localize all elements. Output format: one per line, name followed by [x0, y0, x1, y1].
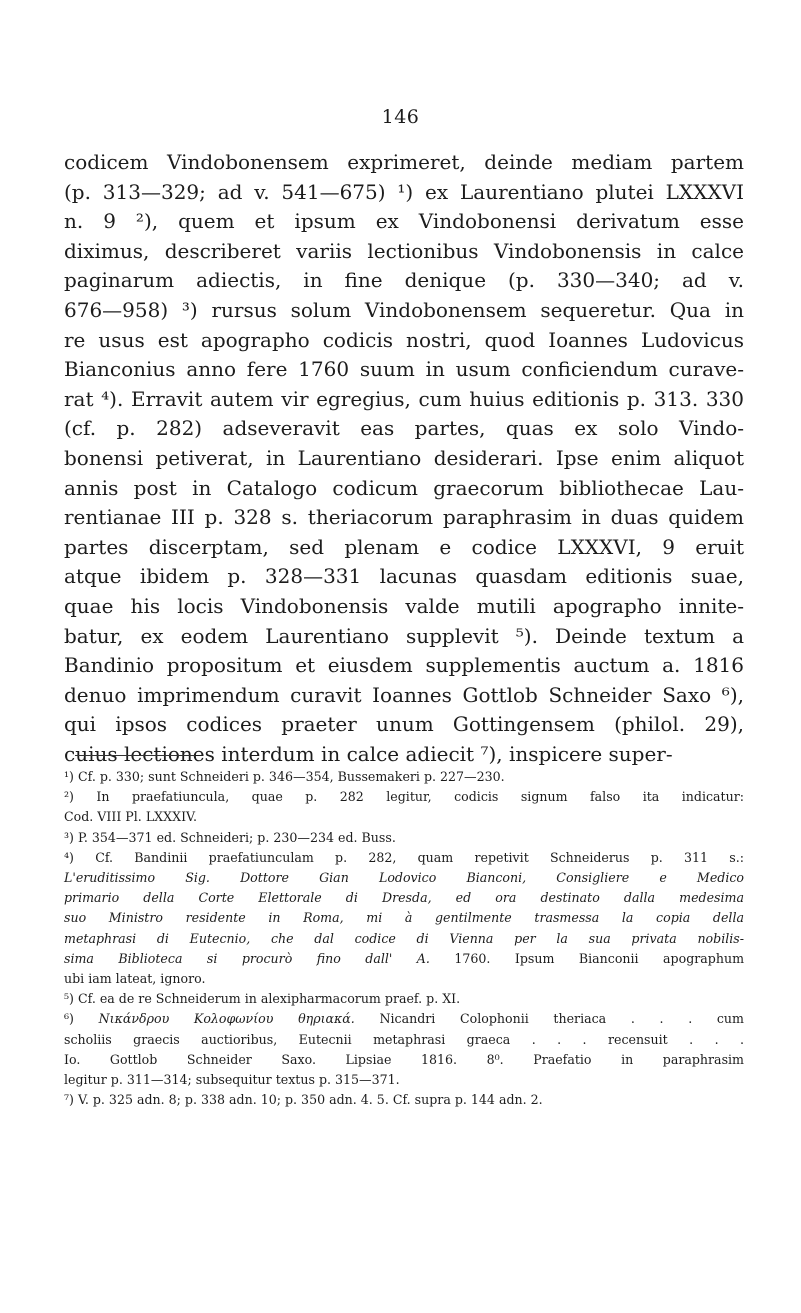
footnote-6-greek-title: Νικάνδρου Κολοφωνίου θηριακά. [98, 1011, 355, 1027]
body-line: n. 9 ²), quem et ipsum ex Vindobonensi derivatum esse [64, 209, 744, 234]
footnote-4-quote-2: primario della Corte Elettorale di Dresda, ed ora destinato dalla medesima [64, 890, 744, 906]
footnote-4-quote-4: metaphrasi di Eutecnio, che dal codice di Vienna per la sua privata nobilis- [64, 930, 744, 946]
footnote-2: ²) In praefatiuncula, quae p. 282 legitur, codicis signum falso ita indicatur: [64, 789, 744, 805]
body-line: batur, ex eodem Laurentiano supplevit ⁵). Deinde textum a [64, 623, 744, 648]
body-line: paginarum adiectis, in fine denique (p. 330—340; ad v. [64, 268, 744, 293]
body-line: (p. 313—329; ad v. 541—675) ¹) ex Laurentiano plutei LXXXVI [64, 179, 744, 204]
body-line: partes discerptam, sed plenam e codice LXXXVI, 9 eruit [64, 534, 744, 559]
footnote-rule [75, 755, 195, 756]
footnote-6-cont-3: legitur p. 311—314; subsequitur textus p. 315—371. [64, 1072, 400, 1088]
body-line: qui ipsos codices praeter unum Gottingensem (philol. 29), [64, 712, 744, 737]
footnote-4: ⁴) Cf. Bandinii praefatiunculam p. 282, quam repetivit Schneiderus p. 311 s.: [64, 849, 744, 865]
body-line: atque ibidem p. 328—331 lacunas quasdam editionis suae, [64, 564, 744, 589]
footnote-1: ¹) Cf. p. 330; sunt Schneideri p. 346—354, Bussemakeri p. 227—230. [64, 769, 505, 784]
footnote-2-cont: Cod. VIII Pl. LXXXIV. [64, 809, 197, 825]
body-text [64, 148, 744, 769]
footnote-4-quote-5 [64, 949, 744, 969]
footnote-4-quote-5-roman: 1760. Ipsum Bianconii apographum [429, 950, 745, 966]
footnote-3: ³) P. 354—371 ed. Schneideri; p. 230—234 ed. Buss. [64, 829, 396, 845]
footnotes [64, 767, 744, 1110]
footnote-4-end: ubi iam lateat, ignoro. [64, 971, 206, 987]
body-line: Bandinio propositum et eiusdem supplementis auctum a. 1816 [64, 653, 744, 678]
body-line: quae his locis Vindobonensis valde mutili apographo innite- [64, 593, 744, 618]
footnote-6-cont-1: scholiis graecis auctioribus, Eutecnii metaphrasi graeca . . . recensuit . . . [64, 1031, 744, 1047]
footnote-6 [64, 1009, 744, 1029]
footnote-4-quote-3: suo Ministro residente in Roma, mi à gentilmente trasmessa la copia della [64, 910, 744, 926]
body-line: rat ⁴). Erravit autem vir egregius, cum huius editionis p. 313. 330 [64, 386, 744, 411]
body-line: (cf. p. 282) adseveravit eas partes, quas ex solo Vindo- [64, 416, 744, 441]
footnote-4-quote-1: L'eruditissimo Sig. Dottore Gian Lodovico Bianconi, Consigliere e Medico [64, 870, 744, 886]
body-line: annis post in Catalogo codicum graecorum bibliothecae Lau- [64, 475, 744, 500]
body-line: bonensi petiverat, in Laurentiano desiderari. Ipse enim aliquot [64, 445, 744, 470]
body-line: Bianconius anno fere 1760 suum in usum conficiendum curave- [64, 357, 744, 382]
footnote-5: ⁵) Cf. ea de re Schneiderum in alexipharmacorum praef. p. XI. [64, 991, 461, 1007]
body-line: codicem Vindobonensem exprimeret, deinde mediam partem [64, 150, 744, 174]
body-line: re usus est apographo codicis nostri, quod Ioannes Ludovicus [64, 327, 744, 352]
body-line: rentianae III p. 328 s. theriacorum paraphrasim in duas quidem [64, 505, 744, 530]
footnote-6-marker: ⁶) [64, 1011, 99, 1027]
body-line: 676—958) ³) rursus solum Vindobonensem sequeretur. Qua in [64, 297, 744, 322]
page-number: 146 [381, 106, 420, 128]
footnote-6-latin-title: Nicandri Colophonii theriaca . . . cum [354, 1011, 744, 1027]
body-line: diximus, describeret variis lectionibus Vindobonensis in calce [64, 238, 744, 263]
footnote-6-cont-2: Io. Gottlob Schneider Saxo. Lipsiae 1816. 8⁰. Praefatio in paraphrasim [64, 1051, 744, 1067]
footnote-7: ⁷) V. p. 325 adn. 8; p. 338 adn. 10; p. 350 adn. 4. 5. Cf. supra p. 144 adn. 2. [64, 1092, 543, 1108]
body-line: denuo imprimendum curavit Ioannes Gottlob Schneider Saxo ⁶), [64, 682, 744, 707]
footnote-4-quote-5-italic: sima Biblioteca si procurò fino dall' A. [64, 950, 430, 966]
body-line: cuius lectiones interdum in calce adiecit ⁷), inspicere super- [64, 741, 673, 766]
